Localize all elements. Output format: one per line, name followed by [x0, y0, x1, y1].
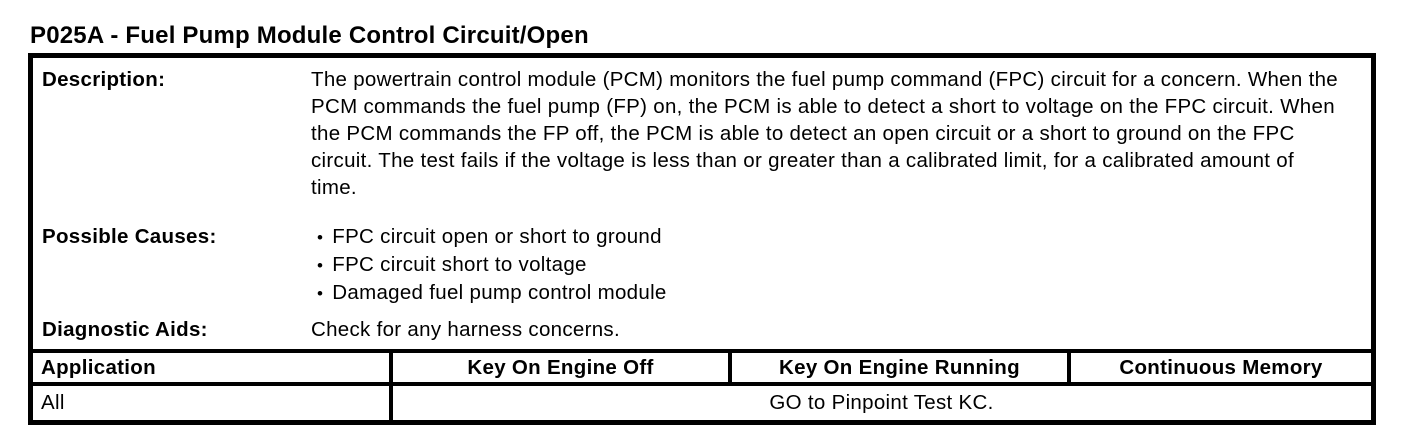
diagnostic-aids-label: Diagnostic Aids:	[42, 318, 208, 341]
description-row	[33, 66, 1371, 201]
page-title: P025A - Fuel Pump Module Control Circuit/Open	[30, 22, 589, 50]
application-table	[33, 349, 1371, 420]
possible-causes-label: Possible Causes:	[42, 225, 217, 248]
application-cell: All	[33, 384, 391, 420]
possible-cause-item	[311, 223, 1371, 251]
possible-cause-text: FPC circuit short to voltage	[332, 253, 587, 276]
bullet-icon: •	[317, 228, 324, 247]
bullet-icon: •	[317, 284, 324, 303]
header-application: Application	[33, 351, 391, 384]
dtc-info-rows	[33, 58, 1371, 343]
header-key-on-engine-off: Key On Engine Off	[391, 351, 730, 384]
header-continuous-memory: Continuous Memory	[1069, 351, 1371, 384]
possible-cause-text: FPC circuit open or short to ground	[332, 225, 662, 248]
possible-cause-item	[311, 251, 1371, 279]
possible-causes-list	[311, 223, 1371, 307]
description-label: Description:	[42, 68, 166, 91]
possible-causes-row	[33, 223, 1371, 307]
dtc-info-box	[28, 53, 1376, 425]
action-cell: GO to Pinpoint Test KC.	[391, 384, 1371, 420]
diagnostic-aids-text: Check for any harness concerns.	[311, 318, 620, 341]
table-row	[33, 384, 1371, 420]
application-table-body	[33, 384, 1371, 420]
header-key-on-engine-running: Key On Engine Running	[730, 351, 1069, 384]
header-row	[33, 351, 1371, 384]
description-text: The powertrain control module (PCM) monitors the fuel pump command (FPC) circuit for a concern. When the PCM commands the fuel pump (FP) on, the PCM is able to detect a short to voltage on the FPC circuit. When the PCM commands the FP off, the PCM is able to detect an open circuit or a short to ground on the FPC circuit. The test fails if the voltage is less than or greater than a calibrated limit, for a calibrated amount of time.	[311, 68, 1338, 199]
diagnostic-aids-row	[33, 316, 1371, 343]
bullet-icon: •	[317, 256, 324, 275]
possible-cause-item	[311, 279, 1371, 307]
possible-cause-text: Damaged fuel pump control module	[332, 281, 667, 304]
application-table-header	[33, 351, 1371, 384]
